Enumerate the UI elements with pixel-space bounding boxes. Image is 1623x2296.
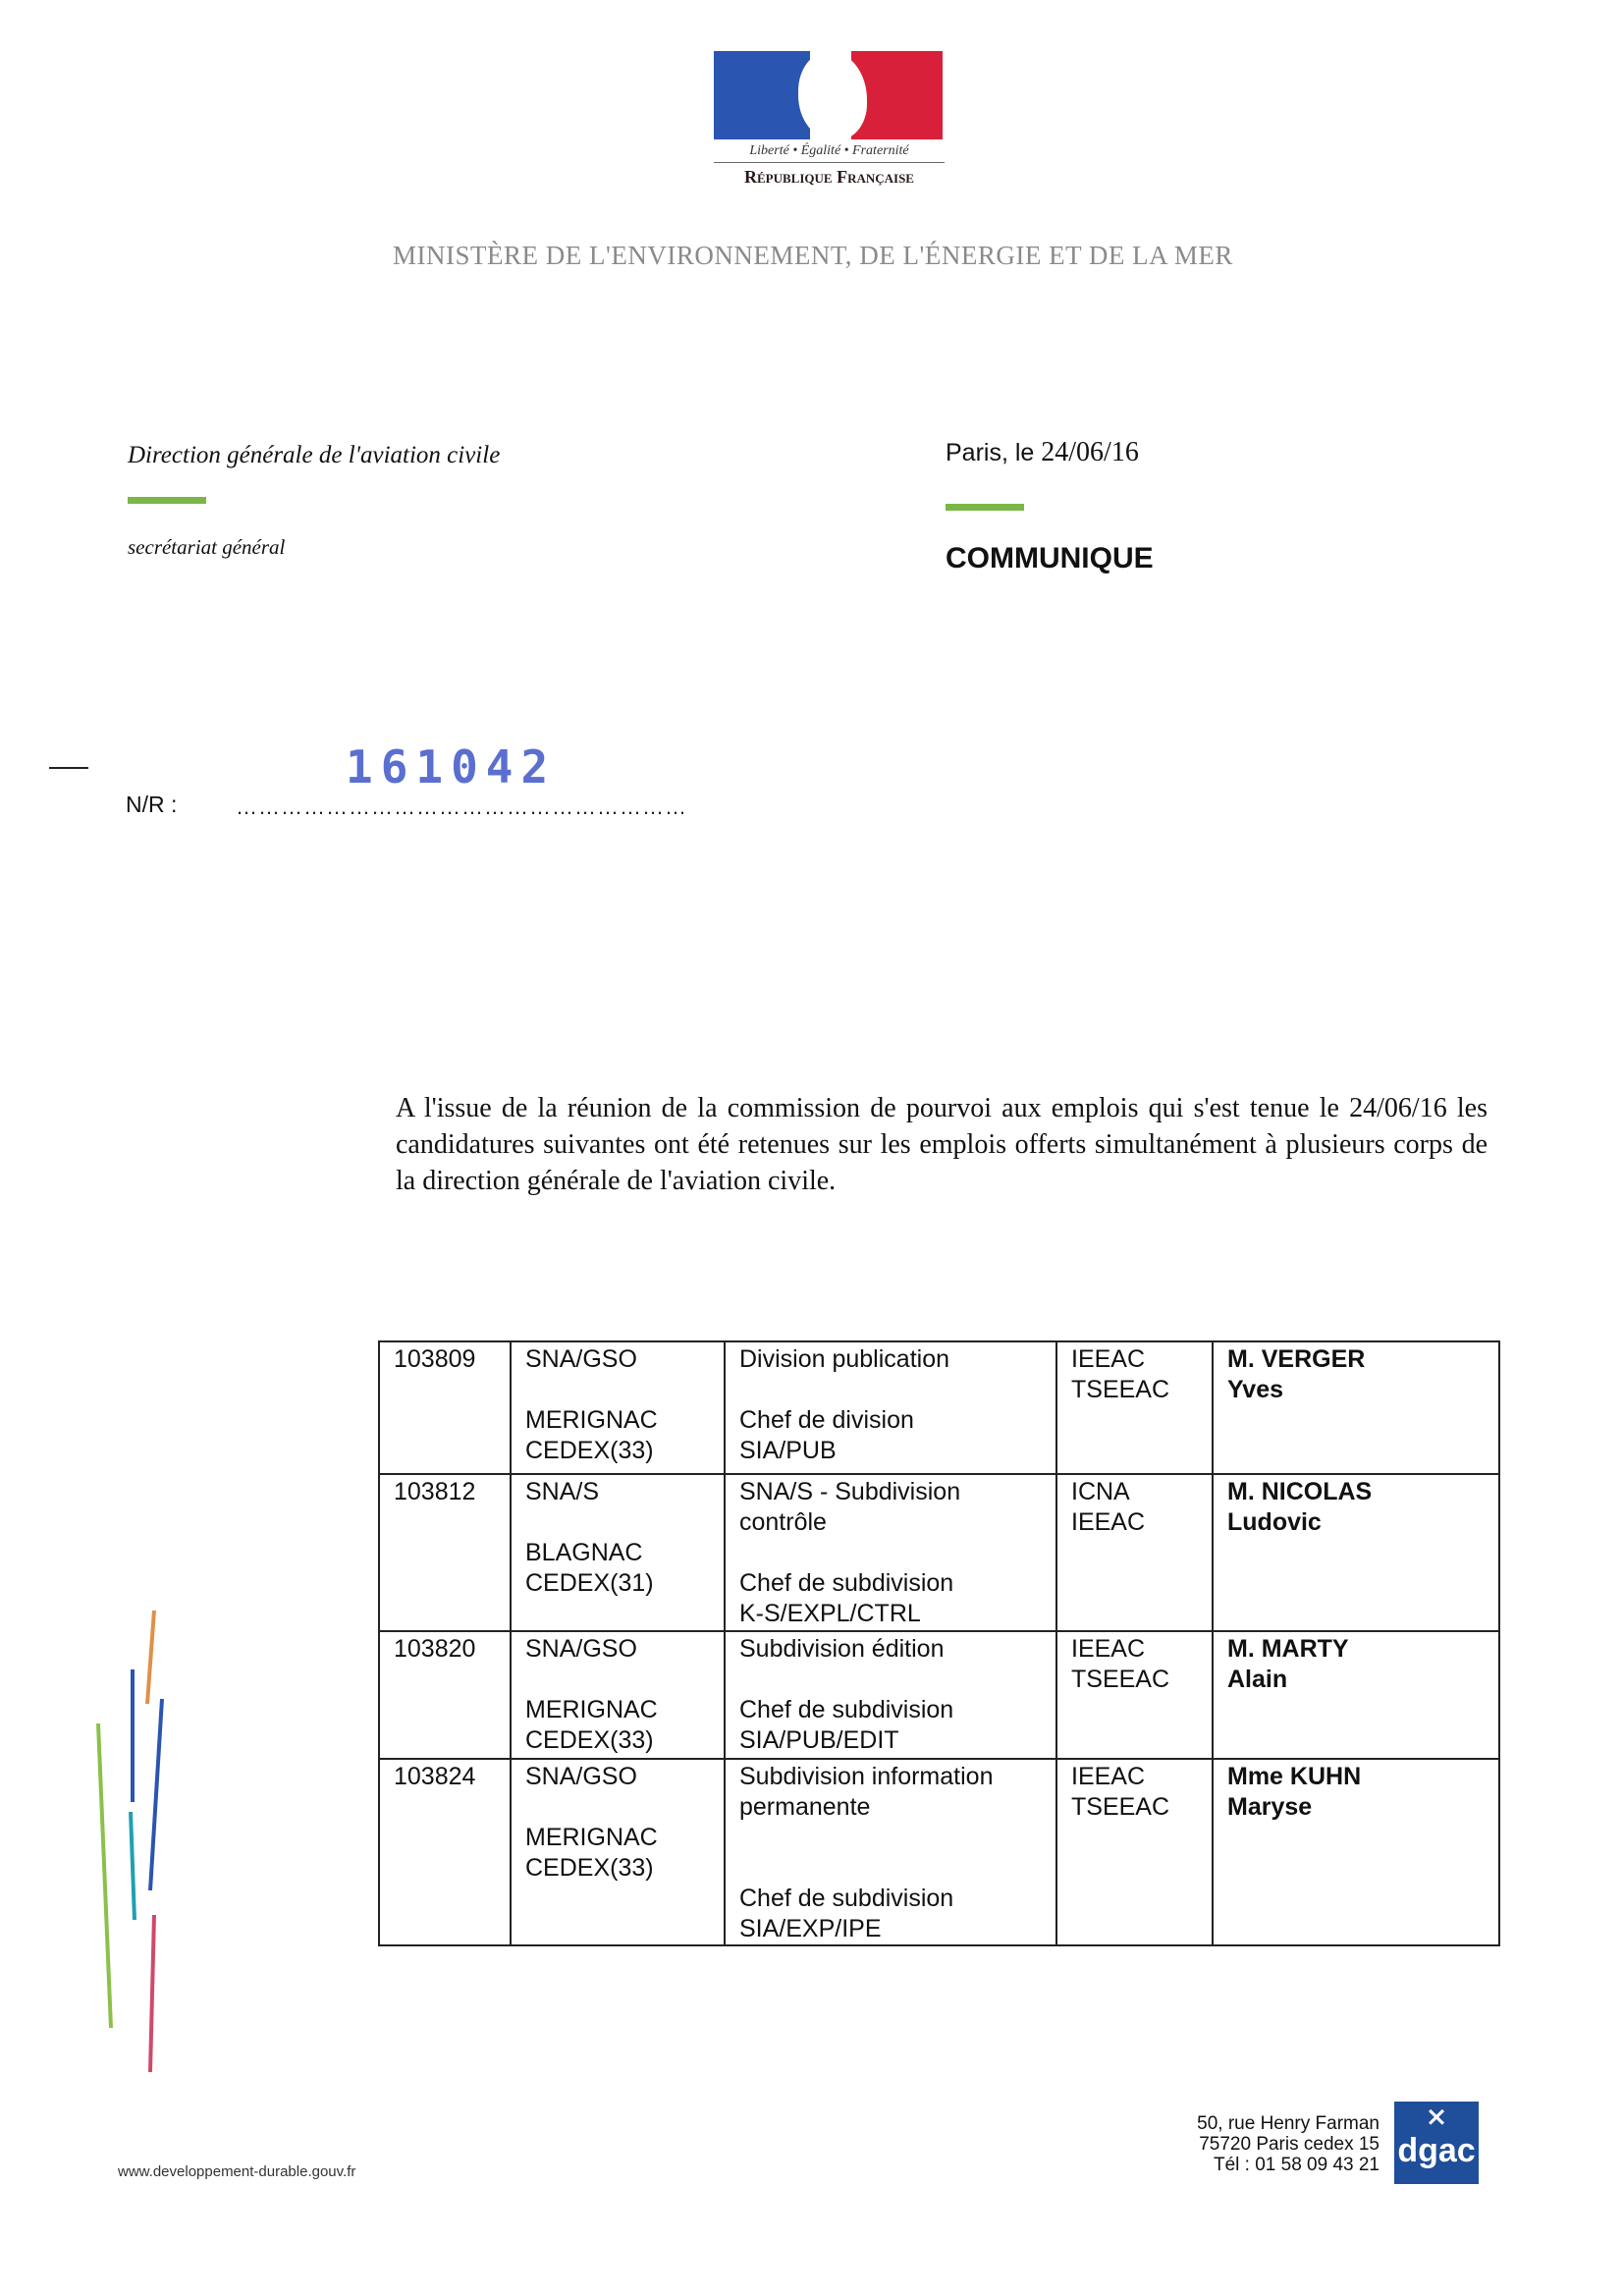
cell-service: SNA/GSO MERIGNAC CEDEX(33)	[511, 1759, 725, 1945]
direction-name: Direction générale de l'aviation civile	[128, 442, 501, 468]
ministry-title: MINISTÈRE DE L'ENVIRONNEMENT, DE L'ÉNERGIE ET DE LA MER	[393, 241, 1233, 270]
dgac-logo-text: dgac	[1397, 2132, 1476, 2169]
green-divider	[946, 504, 1024, 511]
reference-label: N/R :	[126, 792, 178, 817]
cell-service: SNA/S BLAGNAC CEDEX(31)	[511, 1474, 725, 1631]
document-type: COMMUNIQUE	[946, 542, 1154, 574]
address-city: 75720 Paris cedex 15	[1199, 2134, 1380, 2155]
table-row	[379, 1474, 1499, 1631]
cell-post: Subdivision information permanente Chef de subdivision SIA/EXP/IPE	[725, 1759, 1056, 1945]
cell-post: SNA/S - Subdivision contrôle Chef de subdivision K-S/EXPL/CTRL	[725, 1474, 1056, 1631]
place-label: Paris, le	[946, 439, 1035, 466]
cell-name: M. NICOLAS Ludovic	[1213, 1474, 1499, 1631]
reference-number-stamp: 161042	[346, 740, 557, 793]
address-street: 50, rue Henry Farman	[1197, 2113, 1380, 2134]
place-date	[946, 437, 1139, 468]
website-link[interactable]: www.developpement-durable.gouv.fr	[118, 2163, 356, 2180]
address-phone: Tél : 01 58 09 43 21	[1213, 2155, 1380, 2175]
cell-service: SNA/GSO MERIGNAC CEDEX(33)	[511, 1631, 725, 1759]
cell-corps: ICNA IEEAC	[1056, 1474, 1213, 1631]
logo-name: République Française	[744, 167, 914, 187]
marianne-flag-icon	[714, 51, 943, 139]
intro-paragraph: A l'issue de la réunion de la commission de pourvoi aux emplois qui s'est tenue le 24/06/16 les candidatures suivantes ont été retenues sur les emplois offerts simultanément à plusieurs corps de la direction générale de l'aviation civile.	[396, 1093, 1488, 1196]
address-block	[1129, 2113, 1380, 2175]
dgac-logo	[1394, 2102, 1479, 2184]
reference-dots: ……………………………………………………	[236, 794, 687, 819]
cell-corps: IEEAC TSEEAC	[1056, 1631, 1213, 1759]
republique-francaise-logo	[714, 51, 945, 188]
cell-name: M. VERGER Yves	[1213, 1341, 1499, 1474]
cell-name: M. MARTY Alain	[1213, 1631, 1499, 1759]
cell-corps: IEEAC TSEEAC	[1056, 1341, 1213, 1474]
cell-post: Division publication Chef de division SIA/PUB	[725, 1341, 1056, 1474]
green-divider	[128, 497, 206, 504]
cell-name: Mme KUHN Maryse	[1213, 1759, 1499, 1945]
table-row	[379, 1631, 1499, 1759]
cell-id: 103820	[379, 1631, 511, 1759]
cell-corps: IEEAC TSEEAC	[1056, 1759, 1213, 1945]
table-row	[379, 1341, 1499, 1474]
cell-id: 103812	[379, 1474, 511, 1631]
date: 24/06/16	[1041, 437, 1139, 467]
appointments-table	[378, 1340, 1500, 1946]
cell-id: 103809	[379, 1341, 511, 1474]
cell-id: 103824	[379, 1759, 511, 1945]
cell-service: SNA/GSO MERIGNAC CEDEX(33)	[511, 1341, 725, 1474]
table-row	[379, 1759, 1499, 1945]
decorative-lines	[93, 1606, 172, 2077]
cell-post: Subdivision édition Chef de subdivision SIA/PUB/EDIT	[725, 1631, 1056, 1759]
bird-icon: ⨯	[1426, 2102, 1447, 2131]
logo-motto: Liberté • Égalité • Fraternité	[714, 143, 945, 163]
service-name: secrétariat général	[128, 535, 286, 559]
fold-mark	[49, 767, 88, 769]
